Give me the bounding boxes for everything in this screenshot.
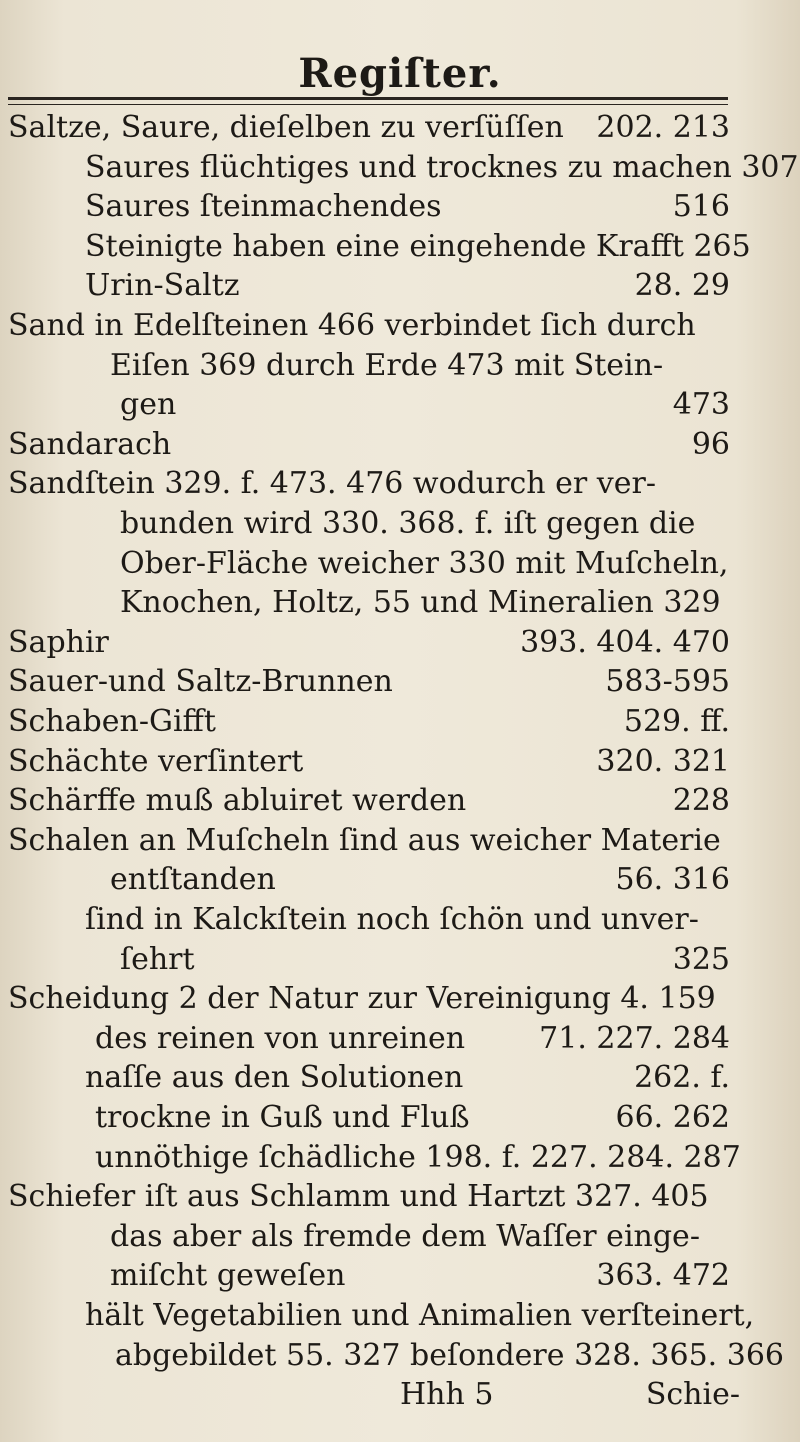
index-entry	[0, 583, 740, 623]
entry-term: Schalen an Muſcheln ſind aus weicher Materie	[8, 822, 721, 858]
index-entry	[0, 1019, 740, 1059]
index-entry	[0, 900, 740, 940]
index-entry	[0, 346, 740, 386]
entry-term: abgebildet 55. 327 beſondere 328. 365. 366	[115, 1337, 784, 1373]
entry-term: bunden wird 330. 368. f. iſt gegen die	[120, 506, 696, 541]
index-entry	[0, 1058, 740, 1098]
index-entry	[0, 1177, 740, 1217]
header-rule	[8, 97, 728, 105]
entry-term: Eiſen 369 durch Erde 473 mit Stein-	[110, 347, 664, 383]
index-entry	[0, 148, 799, 188]
page-title: Regiſter.	[298, 50, 502, 97]
entry-term: naſſe aus den Solutionen	[85, 1060, 464, 1096]
entry-term: miſcht geweſen	[110, 1258, 346, 1294]
index-entry	[0, 742, 740, 782]
entry-term: Sandſtein 329. f. 473. 476 wodurch er ver-	[8, 466, 656, 502]
index-entry	[0, 1098, 740, 1138]
entry-page-ref: 228	[672, 783, 730, 819]
index-entry	[0, 1138, 740, 1178]
index-entry	[0, 385, 740, 425]
index-entry	[0, 821, 740, 861]
entry-page-ref: 325	[672, 941, 730, 977]
index-entry	[0, 108, 740, 148]
entry-term: Saures ſteinmachendes	[85, 189, 442, 225]
entry-term: Schiefer iſt aus Schlamm und Hartzt 327. 405	[8, 1179, 709, 1215]
entry-page-ref: 393. 404. 470	[520, 624, 730, 660]
entry-page-ref: 71. 227. 284	[539, 1020, 730, 1056]
index-entry	[0, 781, 740, 821]
entry-term: ſind in Kalckſtein noch ſchön und unver-	[85, 902, 699, 937]
index-entry	[0, 425, 740, 465]
entry-term: Ober-Fläche weicher 330 mit Muſcheln,	[120, 545, 729, 581]
entry-page-ref: 473	[672, 387, 730, 423]
index-entry	[0, 464, 740, 504]
entry-page-ref: 363. 472	[596, 1258, 730, 1294]
entry-term: Saphir	[8, 624, 109, 660]
entry-term: Saltze, Saure, dieſelben zu verſüſſen	[8, 110, 564, 145]
catchword: Schie-	[645, 1377, 740, 1413]
entry-term: Schächte verſintert	[8, 743, 304, 779]
entry-page-ref: 583-595	[605, 664, 730, 700]
entry-page-ref: 56. 316	[615, 862, 730, 898]
index-entry	[0, 1336, 784, 1376]
index-entry	[0, 1256, 740, 1296]
index-entry	[0, 702, 740, 742]
entry-term: Saures flüchtiges und trocknes zu machen 307	[85, 149, 799, 185]
signature-mark: Hhh 5	[400, 1377, 494, 1413]
entry-term: gen	[120, 387, 177, 423]
index-entry	[0, 227, 751, 267]
index-entry	[0, 1296, 755, 1336]
entry-page-ref: 320. 321	[596, 743, 730, 779]
entry-page-ref: 262. f.	[634, 1060, 730, 1096]
entry-term: Schärffe muß abluiret werden	[8, 783, 467, 819]
entry-page-ref: 202. 213	[596, 110, 730, 145]
index-entry	[0, 940, 740, 980]
entry-page-ref: 66. 262	[615, 1100, 730, 1135]
index-entry	[0, 187, 740, 227]
entry-term: das aber als fremde dem Waſſer einge-	[110, 1218, 700, 1254]
entry-page-ref: 529. ff.	[623, 704, 730, 739]
entry-term: Knochen, Holtz, 55 und Mineralien 329	[120, 585, 721, 621]
index-entry	[0, 266, 740, 306]
entry-term: unnöthige ſchädliche 198. f. 227. 284. 287	[95, 1139, 741, 1175]
index-entry	[0, 623, 740, 663]
entry-term: ſehrt	[120, 941, 195, 977]
entry-term: des reinen von unreinen	[95, 1020, 466, 1056]
index-entry	[0, 662, 740, 702]
entry-term: Urin-Saltz	[85, 268, 240, 304]
entry-term: Sandarach	[8, 426, 172, 462]
index-entry	[0, 544, 740, 584]
index-entry	[0, 504, 740, 544]
index-entry	[0, 306, 740, 346]
entry-page-ref: 28. 29	[634, 268, 730, 304]
entry-term: Schaben-Gifft	[8, 704, 216, 739]
entry-term: Scheidung 2 der Natur zur Vereinigung 4. 159	[8, 981, 716, 1017]
page-footer	[0, 1375, 800, 1415]
entry-term: trockne in Guß und Fluß	[95, 1100, 470, 1135]
entry-term: hält Vegetabilien und Animalien verſteinert,	[85, 1298, 755, 1333]
entry-page-ref: 96	[691, 426, 730, 462]
index-entry	[0, 1217, 740, 1257]
index-entry	[0, 860, 740, 900]
entry-term: Sand in Edelſteinen 466 verbindet ſich durch	[8, 308, 696, 343]
entry-term: entſtanden	[110, 862, 276, 898]
entry-page-ref: 516	[672, 189, 730, 225]
entry-term: Steinigte haben eine eingehende Krafft 265	[85, 228, 751, 264]
index-entry	[0, 979, 740, 1019]
entry-term: Sauer-und Saltz-Brunnen	[8, 664, 393, 700]
